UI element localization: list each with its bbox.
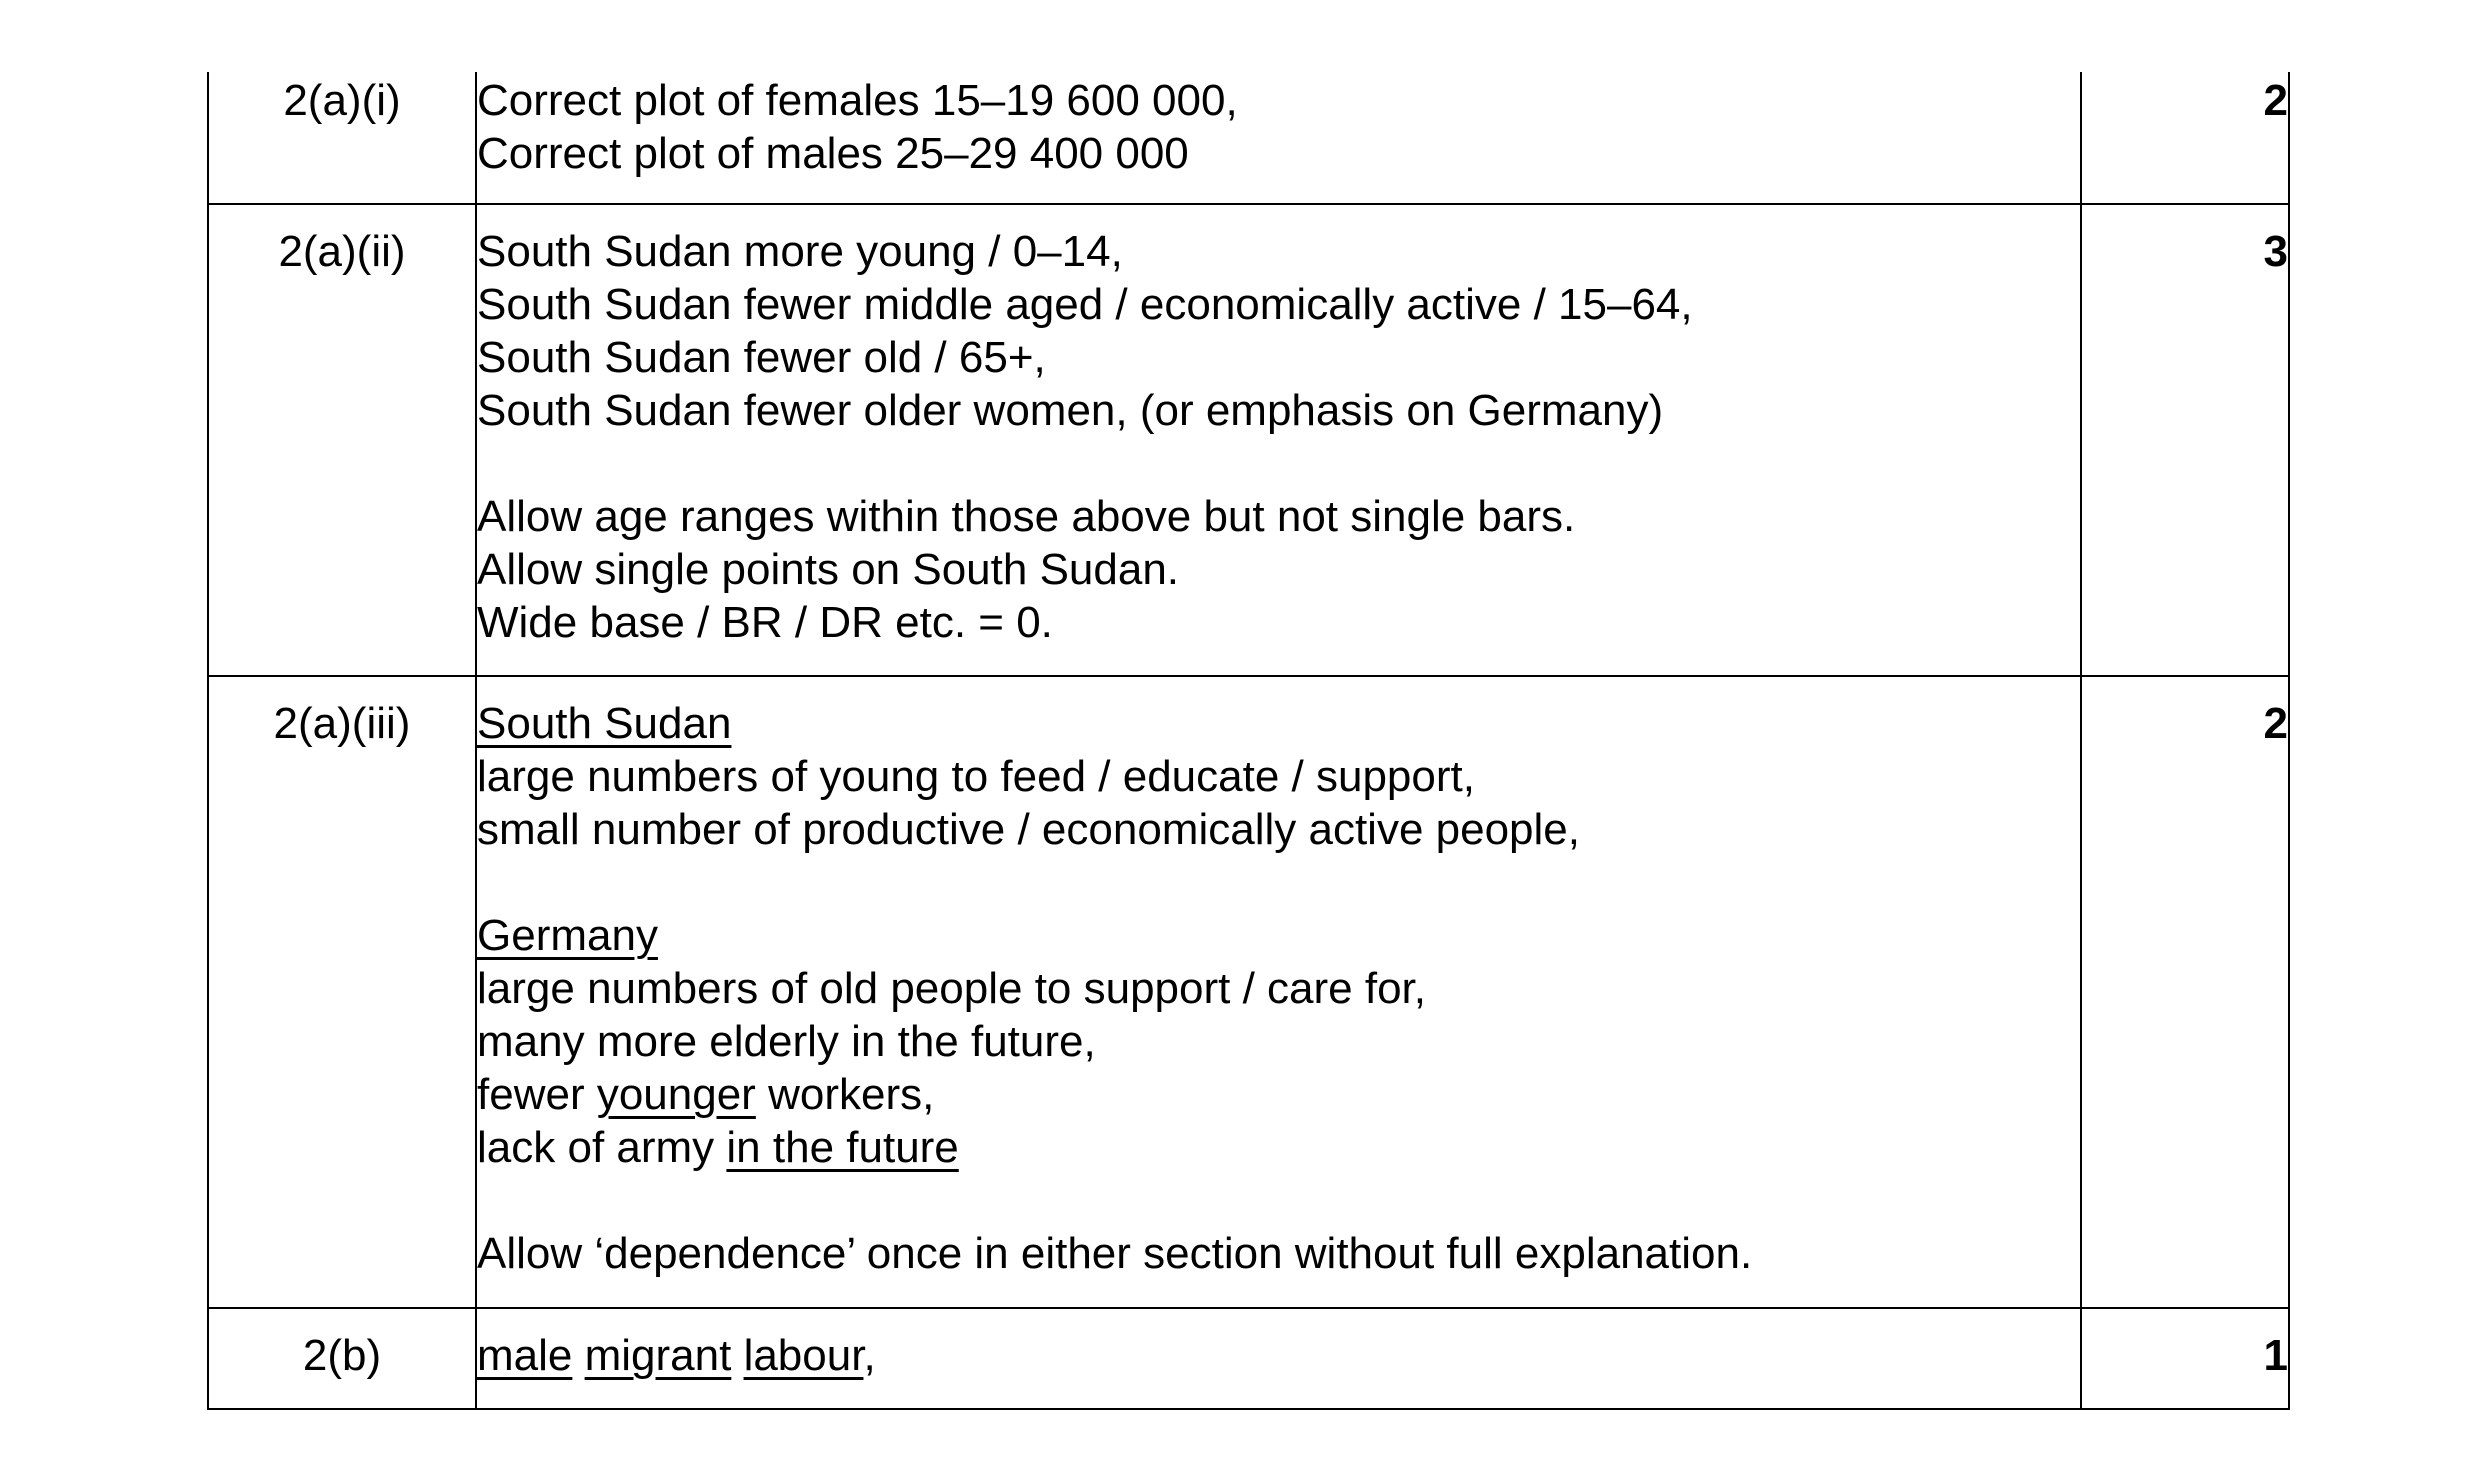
marks-value: 2 bbox=[2263, 699, 2288, 748]
answer-line: South Sudan fewer middle aged / economically active / 15–64, bbox=[477, 280, 1693, 329]
question-number-label: 2(a)(i) bbox=[283, 76, 401, 125]
question-number bbox=[208, 72, 476, 204]
answer-cell bbox=[476, 204, 2081, 676]
question-number bbox=[208, 204, 476, 676]
answer-cell bbox=[476, 1308, 2081, 1409]
answer-line: Correct plot of females 15–19 600 000, bbox=[477, 76, 1238, 125]
guidance-line: Allow ‘dependence’ once in either section without full explanation. bbox=[477, 1229, 1753, 1278]
question-number bbox=[208, 1308, 476, 1409]
question-number-label: 2(b) bbox=[302, 1331, 382, 1380]
question-number-label: 2(a)(ii) bbox=[278, 227, 406, 276]
answer-line: many more elderly in the future, bbox=[477, 1017, 1096, 1066]
answer-line: South Sudan fewer old / 65+, bbox=[477, 333, 1046, 382]
spacer bbox=[477, 437, 2080, 490]
section-heading-south-sudan: South Sudan bbox=[477, 699, 732, 748]
answer-line: fewer younger workers, bbox=[477, 1070, 935, 1119]
guidance-line: Allow single points on South Sudan. bbox=[477, 545, 1180, 594]
marks-cell bbox=[2081, 72, 2289, 204]
answer-line: lack of army in the future bbox=[477, 1123, 959, 1172]
table-row bbox=[208, 204, 2289, 676]
spacer bbox=[477, 856, 2080, 909]
table-row bbox=[208, 676, 2289, 1308]
answer-line: Correct plot of males 25–29 400 000 bbox=[477, 129, 1189, 178]
marks-cell bbox=[2081, 1308, 2289, 1409]
table-row bbox=[208, 1308, 2289, 1409]
marks-value: 1 bbox=[2263, 1331, 2288, 1380]
answer-line: small number of productive / economically active people, bbox=[477, 805, 1580, 854]
answer-line: large numbers of old people to support / care for, bbox=[477, 964, 1427, 1013]
answer-line: South Sudan fewer older women, (or emphasis on Germany) bbox=[477, 386, 1664, 435]
answer-line: large numbers of young to feed / educate / support, bbox=[477, 752, 1475, 801]
answer-cell bbox=[476, 72, 2081, 204]
guidance-line: Allow age ranges within those above but not single bars. bbox=[477, 492, 1576, 541]
spacer bbox=[477, 1174, 2080, 1227]
section-heading-germany: Germany bbox=[477, 911, 658, 960]
question-number-label: 2(a)(iii) bbox=[273, 699, 411, 748]
answer-cell bbox=[476, 676, 2081, 1308]
table-row bbox=[208, 72, 2289, 204]
answer-line: male migrant labour, bbox=[477, 1331, 876, 1380]
marks-cell bbox=[2081, 204, 2289, 676]
question-number bbox=[208, 676, 476, 1308]
guidance-line: Wide base / BR / DR etc. = 0. bbox=[477, 598, 1053, 647]
marks-cell bbox=[2081, 676, 2289, 1308]
marks-value: 2 bbox=[2263, 76, 2288, 125]
mark-scheme-table bbox=[207, 72, 2290, 1410]
marks-value: 3 bbox=[2263, 227, 2288, 276]
answer-line: South Sudan more young / 0–14, bbox=[477, 227, 1123, 276]
